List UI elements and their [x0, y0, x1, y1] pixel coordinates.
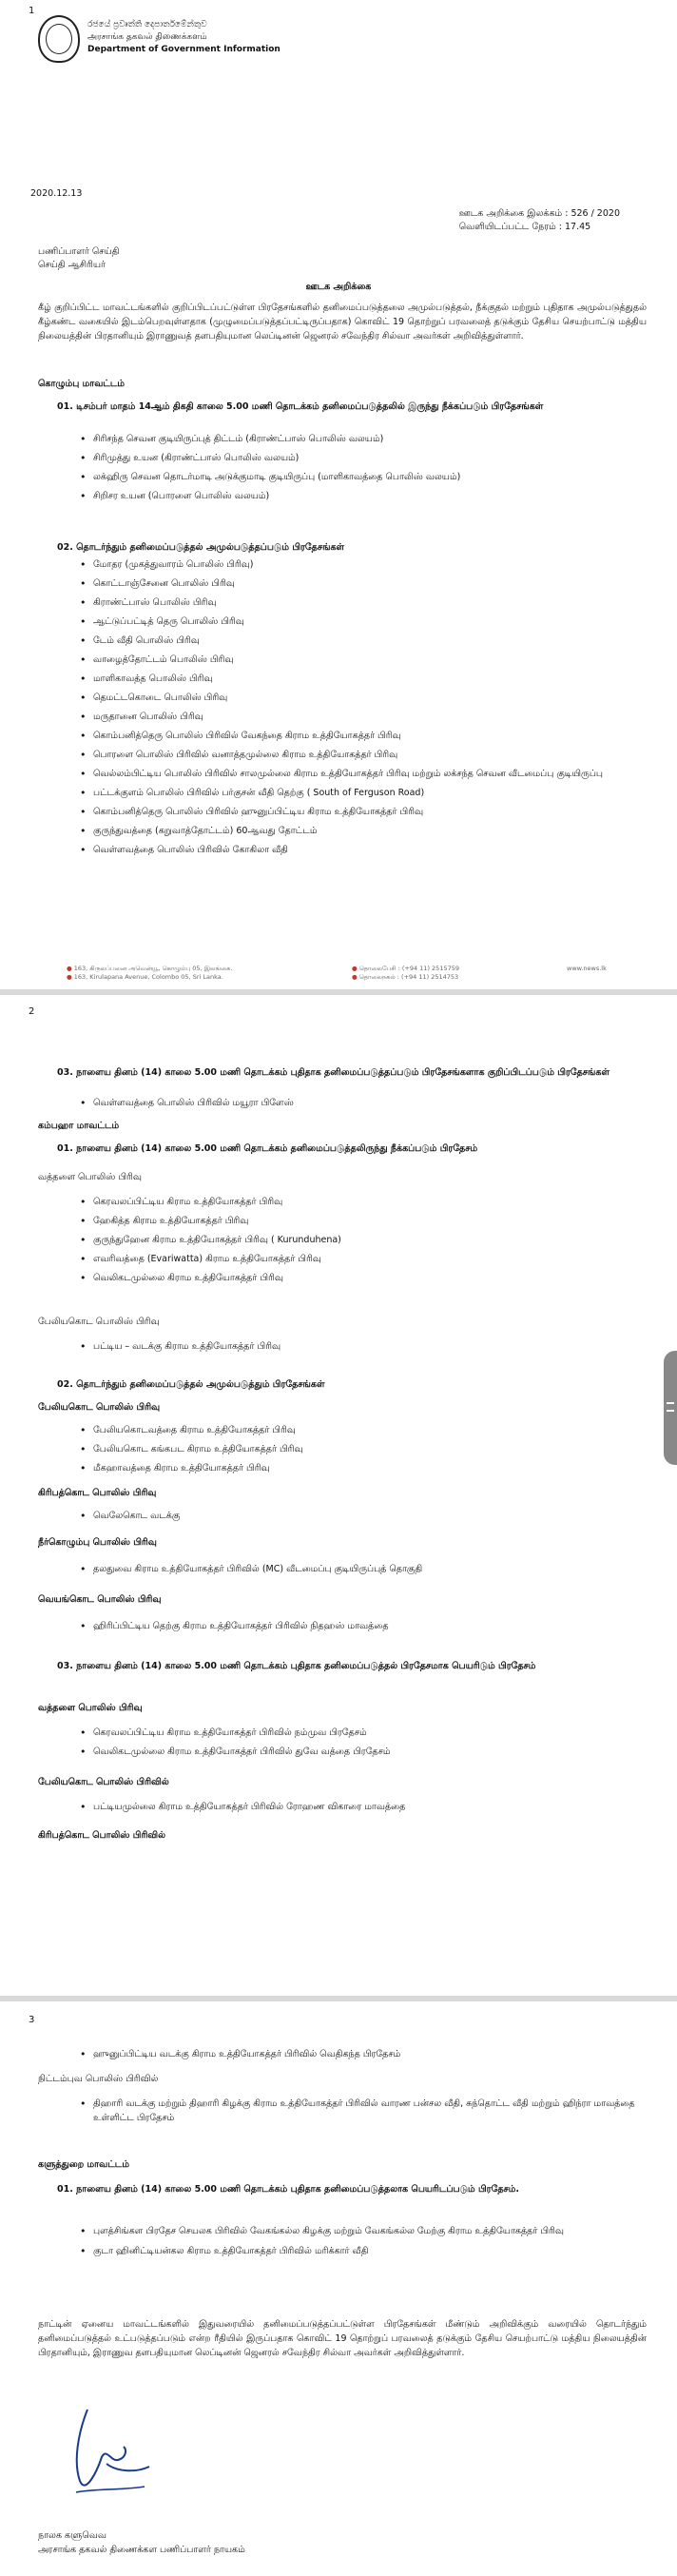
list-item: • ஹேகித்த கிராம உத்தியோகத்தர் பிரிவு: [80, 1212, 641, 1231]
gampaha-section-1-title: 01. நாளைய தினம் (14) காலை 5.00 மணி தொடக்கம் தனிமைப்படுத்தலிருந்து நீக்கப்படும் பிரதேசம்: [57, 1143, 478, 1154]
page-number-3: 3: [29, 2015, 35, 2025]
list-item: • பட்டக்குளம் பொலிஸ் பிரிவில் பர்குசன் வீதி தெற்கு ( South of Ferguson Road): [80, 784, 641, 803]
signature-image: [68, 2405, 154, 2509]
list-item: • வெலேகொட வடக்கு: [80, 1507, 641, 1526]
list-item: • குடா ஹினிட்டியன்கல கிராம உத்தியோகத்தர் பிரிவில் மரிக்கார் வீதி: [80, 2244, 641, 2258]
signatory-name: நாலக களுவெவ: [38, 2530, 106, 2541]
label-peliyagoda-2: பேலியகொட பொலிஸ் பிரிவு: [38, 1402, 161, 1413]
label-peliyagoda-3: பேலியகொட பொலிஸ் பிரிவில்: [38, 1777, 169, 1787]
kalutara-section-1-title: 01. நாளைய தினம் (14) காலை 5.00 மணி தொடக்கம் புதிதாக தனிமைப்படுத்தலாக பெயரிடப்படும் பிரதேசம்.: [57, 2184, 520, 2195]
footer-fax: தொலைநகல் : (+94 11) 2514753: [358, 973, 459, 981]
colombo-section-1-title: 01. டிசம்பர் மாதம் 14ஆம் திகதி காலை 5.00 மணி தொடக்கம் தனிமைப்படுத்தலில் இருந்து நீக்கப்படும் பிரதேசங்கள்: [57, 401, 544, 412]
release-time: வெளியிடப்பட்ட நேரம் : 17.45: [458, 222, 591, 232]
district-colombo: கொழும்பு மாவட்டம்: [38, 379, 126, 389]
list-item: • வெள்ளவத்தை பொலிஸ் பிரிவில் மயூரா பிளேஸ்: [80, 1094, 641, 1113]
list-item: • டேம் வீதி பொலிஸ் பிரிவு: [80, 632, 641, 651]
colombo-section-1-list: [80, 430, 641, 506]
recipients: [38, 245, 119, 272]
list-item: • கெரவலப்பிட்டிய கிராம உத்தியோகத்தர் பிரிவு: [80, 1193, 641, 1212]
footer-website: www.news.lk: [567, 965, 607, 972]
district-kalutara: களுத்துறை மாவட்டம்: [38, 2159, 129, 2170]
list-item: • எவரிவத்தை (Evariwatta) கிராம உத்தியோகத்தர் பிரிவு: [80, 1250, 641, 1269]
negombo-list: [80, 1560, 641, 1579]
colombo-section-2-title: 02. தொடர்ந்தும் தனிமைப்படுத்தல் அமுல்படுத்தப்படும் பிரதேசங்கள்: [57, 542, 345, 553]
list-item: • வெள்ளவத்தை பொலிஸ் பிரிவில் கோகிலா வீதி: [80, 841, 641, 860]
list-item: • தலதுவை கிராம உத்தியோகத்தர் பிரிவில் (MC) வீடமைப்பு குடியிருப்புத் தொகுதி: [80, 1560, 641, 1579]
peliyagoda-list: [80, 1337, 641, 1356]
label-negombo: நீர்கொழும்பு பொலிஸ் பிரிவு: [38, 1537, 157, 1548]
list-item: • கொம்பனித்தெரு பொலிஸ் பிரிவில் ஹுனுப்பிட்டிய கிராம உத்தியோகத்தர் பிரிவு: [80, 803, 641, 822]
peliyagoda-2-list: [80, 1421, 641, 1478]
org-line-english: Department of Government Information: [87, 45, 280, 54]
footer-address-en: 163, Kirulapana Avenue, Colombo 05, Sri Lanka.: [73, 973, 223, 981]
list-item: • வெல்லம்பிட்டிய பொலிஸ் பிரிவில் சாலமுல்லை கிராம உத்தியோகத்தர் பிரிவு மற்றும் லக்சந்த செவன வீடமைப்பு குடியிருப்பு: [80, 765, 641, 784]
gampaha-section-2-title: 02. தொடர்ந்தும் தனிமைப்படுத்தல் அமுல்படுத்தும் பிரதேசங்கள்: [57, 1379, 325, 1390]
list-item: • பேலியகொடவத்தை கிராம உத்தியோகத்தர் பிரிவு: [80, 1421, 641, 1440]
emblem-logo: [38, 15, 80, 63]
page-separator-1: [0, 989, 677, 995]
signatory-title: அரசாங்க தகவல் திணைக்கள பணிப்பாளர் நாயகம்: [38, 2545, 245, 2555]
label-wattala: வத்தளை பொலிஸ் பிரிவு: [38, 1172, 142, 1182]
page-number-1: 1: [29, 6, 35, 16]
list-item: • பொரளை பொலிஸ் பிரிவில் வனாத்தமுல்லை கிராம உத்தியோகத்தர் பிரிவு: [80, 746, 641, 765]
footer-address: ● 163, கிருலப்பனை அவென்யூ, கொழும்பு 05, இலங்கை. ● 163, Kirulapana Avenue, Colombo 05, Sri Lanka.: [67, 965, 233, 981]
list-item: • லக்ஹிரு செவன தொடர்மாடி அடுக்குமாடி குடியிருப்பு (மாளிகாவத்தை பொலிஸ் வலயம்): [80, 468, 641, 487]
list-item: • குருந்துஹேன கிராம உத்தியோகத்தர் பிரிவு ( Kurunduhena): [80, 1231, 641, 1250]
colombo-section-2-list: [80, 556, 641, 860]
list-item: • திஹாரி வடக்கு மற்றும் திஹாரி கிழக்கு கிராம உத்தியோகத்தர் பிரிவில் வாரண பன்சல வீதி, சுந்தொட்ட வீதி மற்றும் ஹிந்ரா மாவத்தை உள்ளிட்ட பிரதேசம்: [80, 2097, 641, 2125]
closing-paragraph: நாட்டின் ஏனைய மாவட்டங்களில் இதுவரையில் தனிமைப்படுத்தப்பட்டுள்ள பிரதேசங்கள் மீண்டும் அறிவிக்கும் வரையில் தொடர்ந்தும் தனிமைப்படுத்தல் உட்படுத்தப்படும் என்ற ரீதியில் இருப்பதாக கொவிட் 19 தொற்றுப் பரவலைத் தடுக்கும் தேசிய செயற்பாட்டு மத்திய நிலையத்தின் பிரதானியும், இராணுவ தளபதியுமான லெப்டினன் ஜெனரல் சவேந்திர சில்வா அவர்கள் அறிவித்துள்ளார்.: [38, 2319, 647, 2358]
list-item: • ஆட்டுப்பட்டித் தெரு பொலிஸ் பிரிவு: [80, 613, 641, 632]
org-header: [87, 19, 280, 56]
page3-top-list: [80, 2045, 641, 2064]
peliyagoda-3-list: [80, 1798, 641, 1817]
list-item: • மீகஹாவத்தை கிராம உத்தியோகத்தர் பிரிவு: [80, 1459, 641, 1478]
footer-address-ta: 163, கிருலப்பனை அவென்யூ, கொழும்பு 05, இலங்கை.: [73, 965, 233, 972]
page-separator-2: [0, 1996, 677, 2001]
release-date: 2020.12.13: [30, 188, 83, 199]
list-item: • கொட்டாஞ்சேனை பொலிஸ் பிரிவு: [80, 575, 641, 594]
label-wattala-2: வத்தளை பொலிஸ் பிரிவு: [38, 1703, 143, 1713]
page-number-2: 2: [29, 1006, 35, 1017]
list-item: • குருந்துவத்தை (கறுவாத்தோட்டம்) 60ஆவது தோட்டம்: [80, 822, 641, 841]
recipient-1: பணிப்பாளர் செய்தி: [38, 246, 120, 257]
kalutara-list: [80, 2224, 641, 2258]
release-meta: [459, 207, 620, 234]
wattala-2-list: [80, 1724, 641, 1762]
side-scroll-handle[interactable]: [664, 1351, 677, 1465]
kiribathgoda-list: [80, 1507, 641, 1526]
list-item: • வாழைத்தோட்டம் பொலிஸ் பிரிவு: [80, 651, 641, 670]
list-item: • பட்டியமுல்லை கிராம உத்தியோகத்தர் பிரிவில் ரோஹண விகாரை மாவத்தை: [80, 1798, 641, 1817]
colombo-section-3-title: 03. நாளைய தினம் (14) காலை 5.00 மணி தொடக்கம் புதிதாக தனிமைப்படுத்தப்படும் பிரதேசங்களாக குறிப்பிடப்படும் பிரதேசங்கள்: [57, 1067, 610, 1078]
footer-telephone: தொலைபேசி : (+94 11) 2515759: [358, 965, 459, 972]
list-item: • ஹுனுப்பிட்டிய வடக்கு கிராம உத்தியோகத்தர் பிரிவில் வெதிகந்த பிரதேசம்: [80, 2045, 641, 2064]
intro-paragraph: கீழ் குறிப்பிட்ட மாவட்டங்களில் குறிப்பிடப்பட்டுள்ள பிரதேசங்களில் தனிமைப்படுத்தலை அமுல்படுத்தல், நீக்குதல் மற்றும் புதிதாக அமுல்படுத்துதல் கீழ்கண்ட வகையில் இடம்பெறவுள்ளதாக (முழுமைப்படுத்தப்பட்டிருப்பதாக) கொவிட் 19 தொற்றுப் பரவலைத் தடுக்கும் தேசிய செயற்பாட்டு மத்திய நிலையத்தின் பிரதானியும் இராணுவத் தளபதியுமான லெப்டினன் ஜெனரல் சவேந்திர சில்வா அவர்கள் அறிவித்துள்ளார்.: [38, 302, 647, 342]
list-item: • வெலிகடமுல்லை கிராம உத்தியோகத்தர் பிரிவு: [80, 1269, 641, 1288]
list-item: • பேலியகொட கங்கபட கிராம உத்தியோகத்தர் பிரிவு: [80, 1440, 641, 1459]
list-item: • கொம்பனித்தெரு பொலிஸ் பிரிவில் வேகந்தை கிராம உத்தியோகத்தர் பிரிவு: [80, 727, 641, 746]
list-item: • ஹிரிப்பிட்டிய தெற்கு கிராம உத்தியோகத்தர் பிரிவில் நிதஹஸ் மாவத்தை: [80, 1617, 641, 1636]
label-peliyagoda: பேலியகொட பொலிஸ் பிரிவு: [38, 1317, 160, 1327]
document-title: ஊடக அறிக்கை: [305, 282, 372, 292]
gampaha-section-3-title: 03. நாளைய தினம் (14) காலை 5.00 மணி தொடக்கம் புதிதாக தனிமைப்படுத்தல் பிரதேசமாக பெயரிடும் பிரதேசம்: [57, 1661, 536, 1671]
org-line-tamil: அரசாங்க தகவல் திணைக்களம்: [87, 32, 207, 42]
label-wennappuwa: வெயங்கொட பொலிஸ் பிரிவு: [38, 1594, 162, 1605]
district-gampaha: கம்பஹா மாவட்டம்: [38, 1121, 120, 1131]
footer-contact: ● தொலைபேசி : (+94 11) 2515759 ● தொலைநகல் : (+94 11) 2514753: [352, 965, 459, 981]
label-nittambuwa: நிட்டம்புவ பொலிஸ் பிரிவில்: [38, 2074, 159, 2084]
list-item: • வெலிகடமுல்லை கிராம உத்தியோகத்தர் பிரிவில் துவே வத்தை பிரதேசம்: [80, 1743, 641, 1762]
list-item: • சிரிமுத்து உயன (கிராண்ட்பாஸ் பொலிஸ் வலயம்): [80, 449, 641, 468]
signatory: [38, 2528, 245, 2557]
list-item: • கிராண்ட்பாஸ் பொலிஸ் பிரிவு: [80, 594, 641, 613]
list-item: • கெரவலப்பிட்டிய கிராம உத்தியோகத்தர் பிரிவில் நம்முவ பிரதேசம்: [80, 1724, 641, 1743]
list-item: • பட்டிய – வடக்கு கிராம உத்தியோகத்தர் பிரிவு: [80, 1337, 641, 1356]
list-item: • சிறிசர உயன (பொரளை பொலிஸ் வலயம்): [80, 487, 641, 506]
recipient-2: செய்தி ஆசிரியர்: [38, 260, 106, 270]
list-item: • மாளிகாவத்த பொலிஸ் பிரிவு: [80, 670, 641, 689]
release-number: ஊடக அறிக்கை இலக்கம் : 526 / 2020: [458, 208, 620, 219]
list-item: • மருதானை பொலிஸ் பிரிவு: [80, 708, 641, 727]
list-item: • புளத்சிங்கள பிரதேச செயலக பிரிவில் வேகங்கல்ல கிழக்கு மற்றும் வேகங்கல்ல மேற்கு கிராம உத்தியோகத்தர் பிரிவு: [80, 2224, 641, 2238]
list-item: • தெமட்டகொடை பொலிஸ் பிரிவு: [80, 689, 641, 708]
label-kiribathgoda: கிரிபத்கொட பொலிஸ் பிரிவு: [38, 1488, 157, 1498]
colombo-section-3-list: [80, 1094, 641, 1113]
list-item: • மோதர (முகத்துவாரம் பொலிஸ் பிரிவு): [80, 556, 641, 575]
wennappuwa-list: [80, 1617, 641, 1636]
list-item: • சிரிசந்த செவன குடியிருப்புத் திட்டம் (கிராண்ட்பாஸ் பொலிஸ் வலயம்): [80, 430, 641, 449]
org-line-sinhala: රජයේ ප්‍රවෘත්ති දෙපාර්තමේන්තුව: [87, 20, 207, 29]
label-kiribathgoda-2: கிரிபத்கொட பொலிஸ் பிரிவில்: [38, 1830, 165, 1841]
wattala-list: [80, 1193, 641, 1288]
nittambuwa-list: [80, 2097, 641, 2125]
